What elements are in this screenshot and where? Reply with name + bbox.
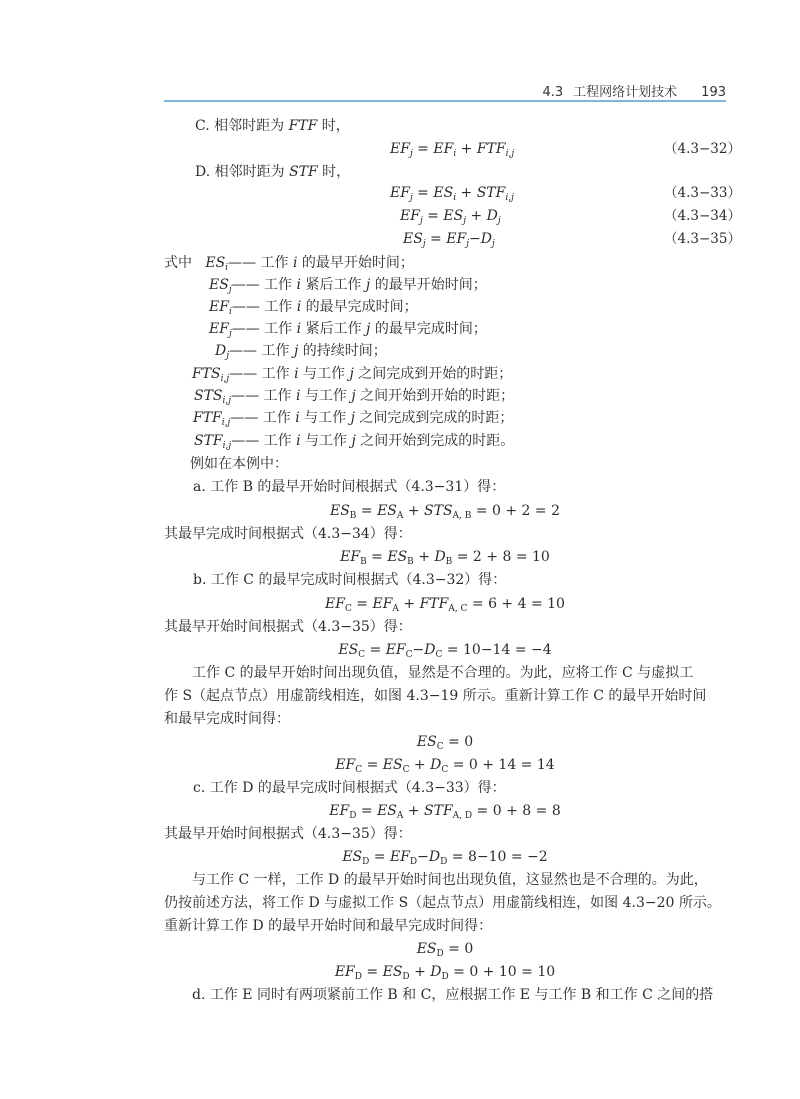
text-line: d. 工作 E 同时有两项紧前工作 B 和 C，应根据工作 E 与工作 B 和工作 C 之间的搭 xyxy=(192,987,714,1003)
text-line: $STS_{i,j}——$ 工作 i 与工作 j 之间开始到开始的时距； xyxy=(194,388,515,406)
text-line: 仍按前述方法，将工作 D 与虚拟工作 S（起点节点）用虚箭线相连，如图 4.3−20 所示。 xyxy=(164,895,721,911)
text-line: $EF_j = EF_i + FTF_{i,j}$ xyxy=(390,141,515,159)
text-line: $EF_j = ES_j + D_j$ xyxy=(400,208,501,226)
text-line: $ES_B = ES_A + STS_{A, B} = 0 + 2 = 2$ xyxy=(329,503,561,521)
text-line: $ES_j——$ 工作 i 紧后工作 j 的最早开始时间； xyxy=(209,277,487,295)
text-line: $STF_{i,j}——$ 工作 i 与工作 j 之间开始到完成的时距。 xyxy=(194,433,515,451)
text-line: 重新计算工作 D 的最早开始时间和最早完成时间得： xyxy=(164,918,493,934)
text-line: $ES_C = 0$ xyxy=(416,734,474,752)
text-line: $EF_C = EF_A + FTF_{A, C} = 6 + 4 = 10$ xyxy=(325,596,565,614)
text-line: $EF_D = ES_D + D_D = 0 + 10 = 10$ xyxy=(334,964,556,982)
text-line: $ES_D = EF_D-D_D = 8-10 = -2$ xyxy=(342,849,548,867)
text-line: 其最早开始时间根据式（4.3−35）得： xyxy=(164,826,412,842)
text-line: 例如在本例中： xyxy=(190,456,288,472)
text-line: $D_j——$ 工作 j 的持续时间； xyxy=(215,343,387,361)
text-line: $ES_C = EF_C-D_C = 10-14 = -4$ xyxy=(338,642,552,660)
text-line: 其最早完成时间根据式（4.3−34）得： xyxy=(164,526,412,542)
text-line: 式中 $ES_i——$ 工作 i 的最早开始时间； xyxy=(164,255,414,273)
equation-number: （4.3−34） xyxy=(664,208,741,224)
text-line: $ES_D = 0$ xyxy=(416,941,474,959)
text-line: 工作 C 的最早开始时间出现负值，显然是不合理的。为此，应将工作 C 与虚拟工 xyxy=(192,665,694,681)
page-number: 193 xyxy=(701,85,726,100)
text-line: $EF_j = ES_i + STF_{i,j}$ xyxy=(390,185,514,203)
text-line: $FTS_{i,j}——$ 工作 i 与工作 j 之间完成到开始的时距； xyxy=(192,366,513,384)
equation-number: （4.3−35） xyxy=(664,231,741,247)
equation-number: （4.3−32） xyxy=(664,141,741,157)
text-line: b. 工作 C 的最早完成时间根据式（4.3−32）得： xyxy=(193,572,507,588)
text-line: 作 S（起点节点）用虚箭线相连，如图 4.3−19 所示。重新计算工作 C 的最早开始时间 xyxy=(164,688,707,704)
text-line: $ES_j = EF_j-D_j$ xyxy=(403,231,495,249)
text-line: D. 相邻时距为 STF 时， xyxy=(195,164,351,180)
header-rule xyxy=(164,100,726,102)
text-line: 和最早完成时间得： xyxy=(164,711,290,727)
header-title: 工程网络计划技术 xyxy=(573,85,678,100)
text-line: $EF_j——$ 工作 i 紧后工作 j 的最早完成时间； xyxy=(209,321,487,339)
text-line: $EF_D = ES_A + STF_{A, D} = 0 + 8 = 8$ xyxy=(329,803,561,821)
text-line: $EF_B = ES_B + D_B = 2 + 8 = 10$ xyxy=(340,549,550,567)
equation-number: （4.3−33） xyxy=(664,185,741,201)
text-line: 其最早开始时间根据式（4.3−35）得： xyxy=(164,619,412,635)
running-header xyxy=(542,81,726,100)
text-line: $EF_C = ES_C + D_C = 0 + 14 = 14$ xyxy=(335,757,555,775)
text-line: $FTF_{i,j}——$ 工作 i 与工作 j 之间完成到完成的时距； xyxy=(193,410,514,428)
text-line: $EF_i——$ 工作 i 的最早完成时间； xyxy=(209,299,418,317)
text-line: a. 工作 B 的最早开始时间根据式（4.3−31）得： xyxy=(193,479,506,495)
text-line: 与工作 C 一样，工作 D 的最早开始时间也出现负值，这显然也是不合理的。为此， xyxy=(192,872,708,888)
text-line: C. 相邻时距为 FTF 时， xyxy=(195,118,350,134)
text-line: c. 工作 D 的最早完成时间根据式（4.3−33）得： xyxy=(193,780,506,796)
header-section-number: 4.3 xyxy=(542,85,564,100)
